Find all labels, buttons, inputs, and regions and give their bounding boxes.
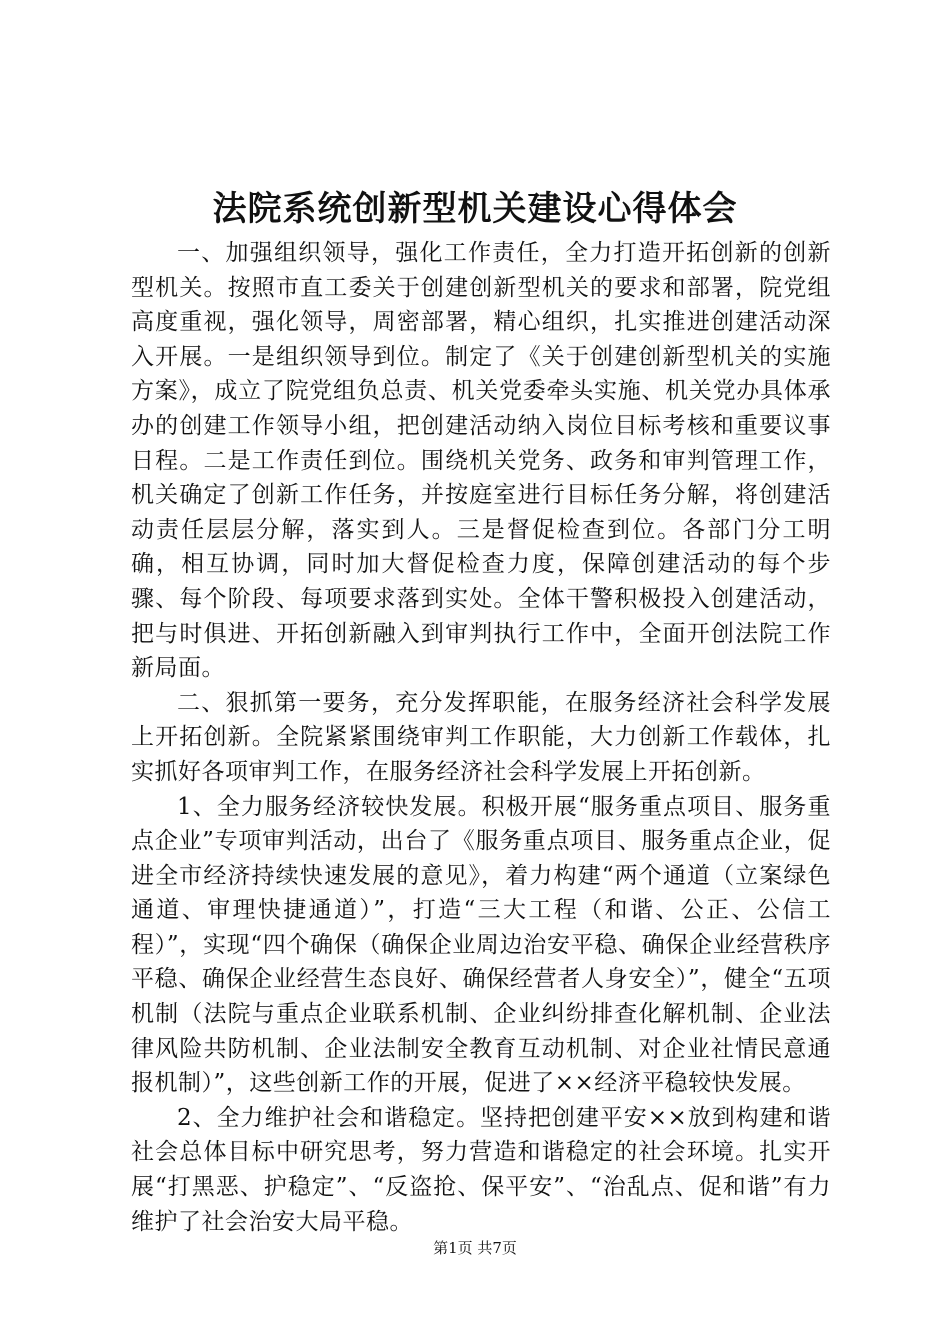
paragraph-1: 一、加强组织领导，强化工作责任，全力打造开拓创新的创新型机关。按照市直工委关于创建创新型机关的要求和部署，院党组高度重视，强化领导，周密部署，精心组织，扎实推进创建活动深入开展。一是组织领导到位。制定了《关于创建创新型机关的实施方案》，成立了院党组负总责、机关党委牵头实施、机关党办具体承办的创建工作领导小组，把创建活动纳入岗位目标考核和重要议事日程。二是工作责任到位。围绕机关党务、政务和审判管理工作，机关确定了创新工作任务，并按庭室进行目标任务分解，将创建活动责任层层分解，落实到人。三是督促检查到位。各部门分工明确，相互协调，同时加大督促检查力度，保障创建活动的每个步骤、每个阶段、每项要求落到实处。全体干警积极投入创建活动，把与时俱进、开拓创新融入到审判执行工作中，全面开创法院工作新局面。 — [131, 240, 831, 682]
document-body — [131, 236, 831, 1239]
page-number-footer: 第1页 共7页 — [433, 1239, 517, 1257]
paragraph-4: 2、全力维护社会和谐稳定。坚持把创建平安××放到构建和谐社会总体目标中研究思考，努力营造和谐稳定的社会环境。扎实开展“打黑恶、护稳定”、“反盗抢、保平安”、“治乱点、促和谐”有力维护了社会治安大局平稳。 — [131, 1104, 831, 1235]
document-title: 法院系统创新型机关建设心得体会 — [212, 189, 738, 229]
paragraph-2: 二、狠抓第一要务，充分发挥职能，在服务经济社会科学发展上开拓创新。全院紧紧围绕审判工作职能，大力创新工作载体，扎实抓好各项审判工作，在服务经济社会科学发展上开拓创新。 — [131, 689, 831, 785]
paragraph-3: 1、全力服务经济较快发展。积极开展“服务重点项目、服务重点企业”专项审判活动，出台了《服务重点项目、服务重点企业，促进全市经济持续快速发展的意见》，着力构建“两个通道（立案绿色通道、审理快捷通道）”，打造“三大工程（和谐、公正、公信工程）”，实现“四个确保（确保企业周边治安平稳、确保企业经营秩序平稳、确保企业经营生态良好、确保经营者人身安全）”，健全“五项机制（法院与重点企业联系机制、企业纠纷排查化解机制、企业法律风险共防机制、企业法制安全教育互动机制、对企业社情民意通报机制）”，这些创新工作的开展，促进了××经济平稳较快发展。 — [131, 793, 831, 1097]
